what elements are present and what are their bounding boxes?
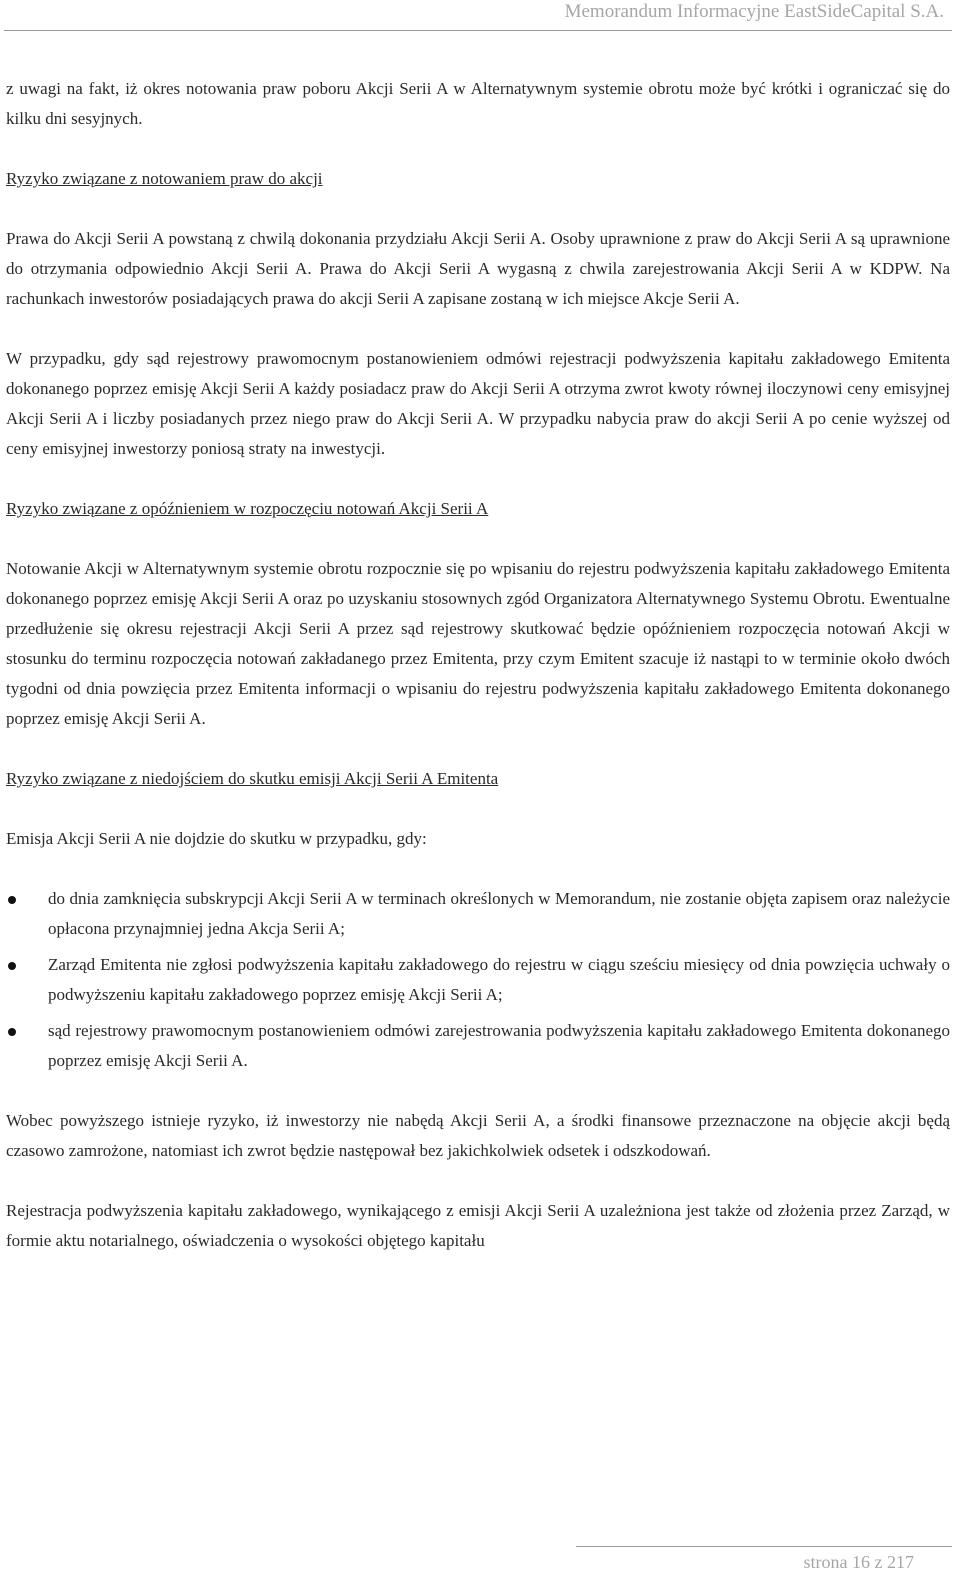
- paragraph-spacer: [6, 794, 950, 824]
- paragraph-spacer: [6, 194, 950, 224]
- paragraph-spacer: [6, 1166, 950, 1196]
- document-title: Memorandum Informacyjne EastSideCapital S.A.: [564, 1, 944, 22]
- footer-divider: [576, 1546, 952, 1547]
- body-paragraph: Rejestracja podwyższenia kapitału zakładowego, wynikającego z emisji Akcji Serii A uzależniona jest także od złożenia przez Zarząd, w formie aktu notarialnego, oświadczenia o wysokości objętego kapitału: [6, 1201, 950, 1250]
- section-heading: Ryzyko związane z opóźnieniem w rozpoczęciu notowań Akcji Serii A: [6, 499, 489, 518]
- bullet-list: [6, 884, 950, 1076]
- paragraph-spacer: [6, 854, 950, 884]
- paragraph-spacer: [6, 134, 950, 164]
- document-body: [6, 74, 950, 1256]
- bullet-text: Zarząd Emitenta nie zgłosi podwyższenia kapitału zakładowego do rejestru w ciągu sześciu miesięcy od dnia powzięcia uchwały o podwyższeniu kapitału zakładowego poprzez emisję Akcji Serii A;: [48, 955, 950, 1004]
- bullet-list-item: [6, 950, 950, 1010]
- paragraph-spacer: [6, 314, 950, 344]
- page-footer: [0, 1546, 960, 1585]
- body-paragraph: z uwagi na fakt, iż okres notowania praw poboru Akcji Serii A w Alternatywnym systemie obrotu może być krótki i ograniczać się do kilku dni sesyjnych.: [6, 79, 950, 128]
- section-heading: Ryzyko związane z niedojściem do skutku emisji Akcji Serii A Emitenta: [6, 769, 499, 788]
- paragraph-spacer: [6, 734, 950, 764]
- bullet-list-item: [6, 1016, 950, 1076]
- page-number: strona 16 z 217: [803, 1552, 914, 1572]
- section-heading: Ryzyko związane z notowaniem praw do akcji: [6, 169, 323, 188]
- bullet-icon: [8, 962, 16, 970]
- bullet-list-item: [6, 884, 950, 944]
- body-paragraph: Notowanie Akcji w Alternatywnym systemie obrotu rozpocznie się po wpisaniu do rejestru podwyższenia kapitału zakładowego Emitenta dokonanego poprzez emisję Akcji Serii A oraz po uzyskaniu stosownych zgód Organizatora Alternatywnego Systemu Obrotu. Ewentualne przedłużenie się okresu rejestracji Akcji Serii A przez sąd rejestrowy skutkować będzie opóźnieniem rozpoczęcia notowań Akcji w stosunku do terminu rozpoczęcia notowań zakładanego przez Emitenta, przy czym Emitent szacuje iż nastąpi to w terminie około dwóch tygodni od dnia powzięcia przez Emitenta informacji o wpisaniu do rejestru podwyższenia kapitału zakładowego Emitenta dokonanego poprzez emisję Akcji Serii A.: [6, 559, 950, 728]
- bullet-icon: [8, 1028, 16, 1036]
- paragraph-spacer: [6, 524, 950, 554]
- bullet-text: do dnia zamknięcia subskrypcji Akcji Serii A w terminach określonych w Memorandum, nie zostanie objęta zapisem oraz należycie opłacona przynajmniej jedna Akcja Serii A;: [48, 889, 950, 938]
- bullet-icon: [8, 896, 16, 904]
- body-paragraph: W przypadku, gdy sąd rejestrowy prawomocnym postanowieniem odmówi rejestracji podwyższenia kapitału zakładowego Emitenta dokonanego poprzez emisję Akcji Serii A każdy posiadacz praw do Akcji Serii A otrzyma zwrot kwoty równej iloczynowi ceny emisyjnej Akcji Serii A i liczby posiadanych przez niego praw do Akcji Serii A. W przypadku nabycia praw do akcji Serii A po cenie wyższej od ceny emisyjnej inwestorzy poniosą straty na inwestycji.: [6, 349, 950, 458]
- body-paragraph: Prawa do Akcji Serii A powstaną z chwilą dokonania przydziału Akcji Serii A. Osoby uprawnione z praw do Akcji Serii A są uprawnione do otrzymania odpowiednio Akcji Serii A. Prawa do Akcji Serii A wygasną z chwila zarejestrowania Akcji Serii A w KDPW. Na rachunkach inwestorów posiadających prawa do akcji Serii A zapisane zostaną w ich miejsce Akcje Serii A.: [6, 229, 950, 308]
- body-paragraph: Wobec powyższego istnieje ryzyko, iż inwestorzy nie nabędą Akcji Serii A, a środki finansowe przeznaczone na objęcie akcji będą czasowo zamrożone, natomiast ich zwrot będzie następował bez jakichkolwiek odsetek i odszkodowań.: [6, 1111, 950, 1160]
- body-paragraph: Emisja Akcji Serii A nie dojdzie do skutku w przypadku, gdy:: [6, 829, 427, 848]
- page-header: [0, 0, 960, 34]
- paragraph-spacer: [6, 1076, 950, 1106]
- bullet-text: sąd rejestrowy prawomocnym postanowieniem odmówi zarejestrowania podwyższenia kapitału zakładowego Emitenta dokonanego poprzez emisję Akcji Serii A.: [48, 1021, 950, 1070]
- paragraph-spacer: [6, 464, 950, 494]
- header-divider: [4, 30, 952, 31]
